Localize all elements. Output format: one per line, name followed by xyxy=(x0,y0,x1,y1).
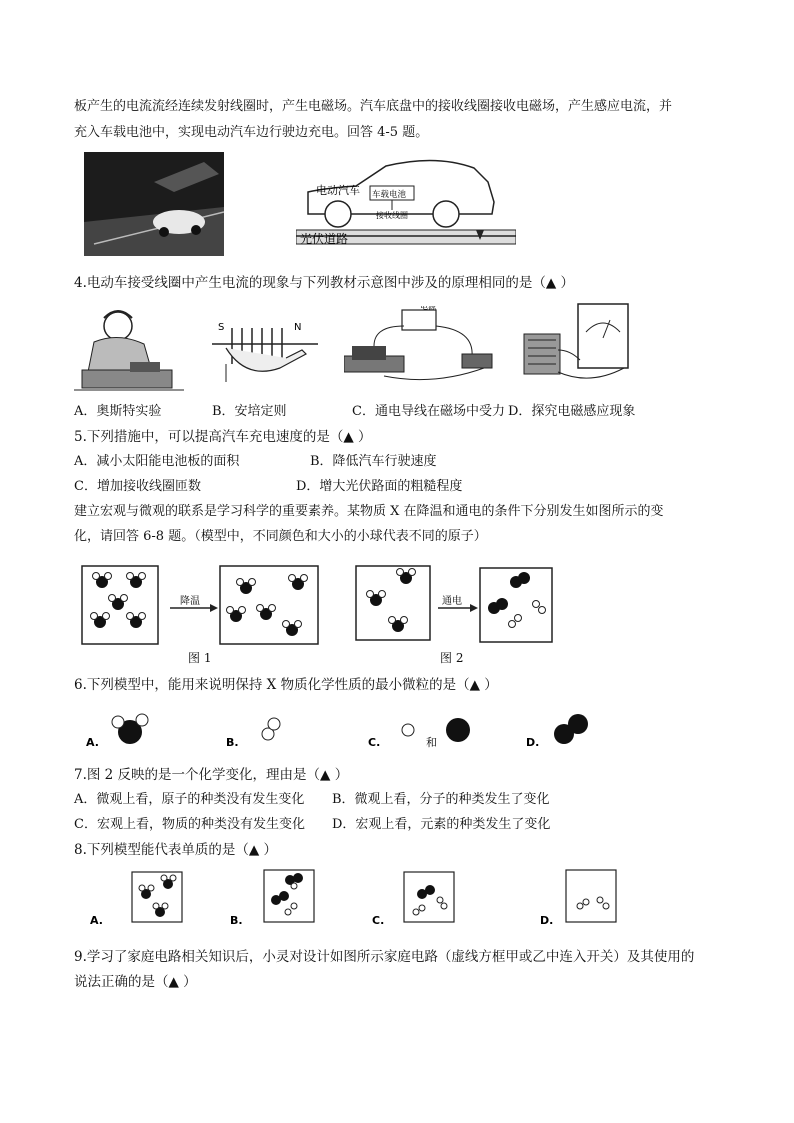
road-label: 光伏道路 xyxy=(300,232,349,246)
q6-option-b-model xyxy=(262,718,280,740)
q8-label-d: D. xyxy=(540,914,554,927)
battery-label: 车载电池 xyxy=(372,190,407,200)
q5-option-c[interactable]: C．增加接收线圈匝数 xyxy=(74,479,201,494)
q4-option-b[interactable]: B．安培定则 xyxy=(212,404,287,419)
q4-fig-c-force xyxy=(344,306,500,386)
q4-fig-a-oersted xyxy=(74,302,184,394)
q6-label-a: A. xyxy=(86,736,99,749)
q4-stem: 4.电动车接受线圈中产生电流的现象与下列教材示意图中涉及的原理相同的是（▲ ） xyxy=(74,275,575,291)
q4-option-c[interactable]: C．通电导线在磁场中受力 xyxy=(352,404,505,419)
q5-option-d[interactable]: D．增大光伏路面的粗糙程度 xyxy=(296,479,463,494)
q7-options-row2 xyxy=(74,816,550,834)
fig2-arrow-label: 通电 xyxy=(442,596,462,607)
q8-stem: 8.下列模型能代表单质的是（▲ ） xyxy=(74,842,278,858)
q6-label-c: C. xyxy=(368,736,381,749)
car-photo xyxy=(84,152,224,256)
q4-option-a[interactable]: A．奥斯特实验 xyxy=(74,404,162,419)
q8-options xyxy=(80,866,620,928)
q6-stem: 6.下列模型中，能用来说明保持 X 物质化学性质的最小微粒的是（▲ ） xyxy=(74,677,498,693)
passage-line-1: 建立宏观与微观的联系是学习科学的重要素养。某物质 X 在降温和通电的条件下分别发生如图所示的变 xyxy=(74,504,664,519)
q6-label-b: B. xyxy=(226,736,239,749)
q5-options-row1 xyxy=(74,453,437,471)
q7-option-a[interactable]: A．微观上看，原子的种类没有发生变化 xyxy=(74,792,305,807)
car-label: 电动汽车 xyxy=(316,184,360,197)
intro-line-2: 充入车载电池中，实现电动汽车边行驶边充电。回答 4-5 题。 xyxy=(74,125,429,140)
q4-options xyxy=(74,403,635,421)
q7-options-row1 xyxy=(74,791,550,809)
fig1-caption: 图 1 xyxy=(188,651,212,665)
q7-option-c[interactable]: C．宏观上看，物质的种类没有发生变化 xyxy=(74,817,305,832)
molecule-figures xyxy=(80,564,600,648)
power-supply-label: 电源 xyxy=(420,306,436,311)
q7-option-d[interactable]: D．宏观上看，元素的种类发生了变化 xyxy=(332,817,551,832)
q6-options xyxy=(80,708,600,752)
q8-label-c: C. xyxy=(372,914,385,927)
q6-and-word: 和 xyxy=(426,736,437,749)
q5-option-b[interactable]: B．降低汽车行驶速度 xyxy=(310,454,437,469)
car-photo-art xyxy=(84,152,224,256)
q4-option-d[interactable]: D．探究电磁感应现象 xyxy=(508,404,636,419)
q5-option-a[interactable]: A．减小太阳能电池板的面积 xyxy=(74,454,240,469)
magnet-n-label: N xyxy=(294,322,302,333)
q9-line-2: 说法正确的是（▲ ） xyxy=(74,974,197,990)
q4-fig-b-ampere xyxy=(206,318,326,388)
q5-options-row2 xyxy=(74,478,462,496)
q6-label-d: D. xyxy=(526,736,540,749)
q9-line-1: 9.学习了家庭电路相关知识后，小灵对设计如图所示家庭电路（虚线方框甲或乙中连入开关）及其使用的 xyxy=(74,949,695,965)
magnet-s-label: S xyxy=(218,322,225,333)
q6-option-d-model xyxy=(554,714,588,744)
q4-fig-d-induction xyxy=(520,300,634,390)
q7-option-b[interactable]: B．微观上看，分子的种类发生了变化 xyxy=(332,792,550,807)
fig2-caption: 图 2 xyxy=(440,651,464,665)
passage-line-2: 化，请回答 6-8 题。（模型中，不同颜色和大小的小球代表不同的原子） xyxy=(74,529,487,544)
q6-option-a-model xyxy=(112,714,148,744)
fig1-arrow-label: 降温 xyxy=(180,596,200,607)
q5-stem: 5.下列措施中，可以提高汽车充电速度的是（▲ ） xyxy=(74,429,372,445)
q8-label-a: A. xyxy=(90,914,103,927)
q8-option-d-box xyxy=(566,870,616,922)
q8-option-c-box xyxy=(404,872,454,922)
q7-stem: 7.图 2 反映的是一个化学变化，理由是（▲ ） xyxy=(74,767,349,783)
q8-label-b: B. xyxy=(230,914,243,927)
electric-car-diagram xyxy=(296,152,516,252)
coil-label: 接收线圈 xyxy=(376,211,408,220)
intro-line-1: 板产生的电流流经连续发射线圈时，产生电磁场。汽车底盘中的接收线圈接收电磁场，产生感应电流，并 xyxy=(74,99,673,114)
